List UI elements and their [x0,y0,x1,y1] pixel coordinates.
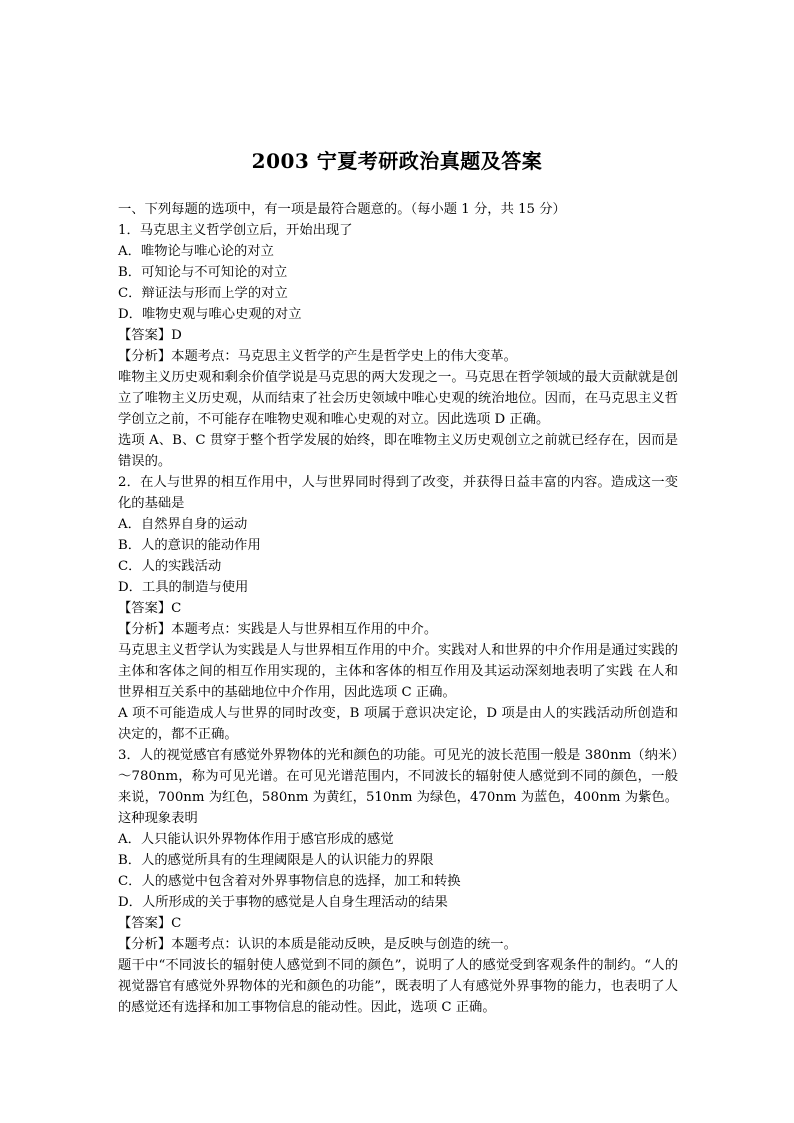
question-3 [118,745,678,1018]
answer: 【答案】D [118,328,182,343]
analysis-heading: 【分析】本题考点：马克思主义哲学的产生是哲学史上的伟大变革。 [118,349,517,364]
section-intro: 一、下列每题的选项中，有一项是最符合题意的。（每小题 1 分，共 15 分） [118,202,566,217]
option-b: B．人的感觉所具有的生理阈限是人的认识能力的界限 [118,853,434,868]
option-c: C．辩证法与形而上学的对立 [118,286,288,301]
question-stem: 2．在人与世界的相互作用中，人与世界同时得到了改变，并获得日益丰富的内容。造成这一变化的基础是 [118,475,678,511]
analysis-paragraph: A 项不可能造成人与世界的同时改变，B 项属于意识决定论，D 项是由人的实践活动所创造和决定的，都不正确。 [118,706,678,742]
option-b: B．可知论与不可知论的对立 [118,265,288,280]
analysis-paragraph: 马克思主义哲学认为实践是人与世界相互作用的中介。实践对人和世界的中介作用是通过实践的主体和客体之间的相互作用实现的，主体和客体的相互作用及其运动深刻地表明了实践 在人和世界相互关系中的基础地位中介作用，因此选项 C 正确。 [118,643,678,700]
analysis-heading: 【分析】本题考点：实践是人与世界相互作用的中介。 [118,622,438,637]
option-d: D．工具的制造与使用 [118,580,249,595]
analysis-paragraph: 题干中“不同波长的辐射使人感觉到不同的颜色”，说明了人的感觉受到客观条件的制约。“人的视觉器官有感觉外界物体的光和颜色的功能”，既表明了人有感觉外界事物的能力，也表明了人的感觉还有选择和加工事物信息的能动性。因此，选项 C 正确。 [118,958,678,1015]
question-stem: 1．马克思主义哲学创立后，开始出现了 [118,223,353,238]
analysis-heading: 【分析】本题考点：认识的本质是能动反映，是反映与创造的统一。 [118,937,517,952]
option-c: C．人的实践活动 [118,559,222,574]
question-2 [118,472,678,745]
question-1 [118,220,678,472]
option-c: C．人的感觉中包含着对外界事物信息的选择，加工和转换 [118,874,461,889]
option-d: D．人所形成的关于事物的感觉是人自身生理活动的结果 [118,895,448,910]
option-a: A．人只能认识外界物体作用于感官形成的感觉 [118,832,394,847]
answer: 【答案】C [118,601,182,616]
option-b: B．人的意识的能动作用 [118,538,261,553]
analysis-paragraph: 唯物主义历史观和剩余价值学说是马克思的两大发现之一。马克思在哲学领域的最大贡献就是创立了唯物主义历史观，从而结束了社会历史领域中唯心史观的统治地位。因而，在马克思主义哲学创立之前，不可能存在唯物史观和唯心史观的对立。因此选项 D 正确。 [118,370,678,427]
option-d: D．唯物史观与唯心史观的对立 [118,307,302,322]
option-a: A．唯物论与唯心论的对立 [118,244,274,259]
question-stem: 3．人的视觉感官有感觉外界物体的光和颜色的功能。可见光的波长范围一般是 380nm（纳米）～780nm，称为可见光谱。在可见光谱范围内，不同波长的辐射使人感觉到不同的颜色，一般来说，700nm 为红色，580nm 为黄红，510nm 为绿色，470nm 为蓝色，400nm 为紫色。这种现象表明 [118,748,678,826]
analysis-paragraph: 选项 A、B、C 贯穿于整个哲学发展的始终，即在唯物主义历史观创立之前就已经存在，因而是错误的。 [118,433,678,469]
option-a: A．自然界自身的运动 [118,517,248,532]
document-title: 2003 宁夏考研政治真题及答案 [251,149,543,173]
answer: 【答案】C [118,916,182,931]
document-body [118,199,678,1018]
